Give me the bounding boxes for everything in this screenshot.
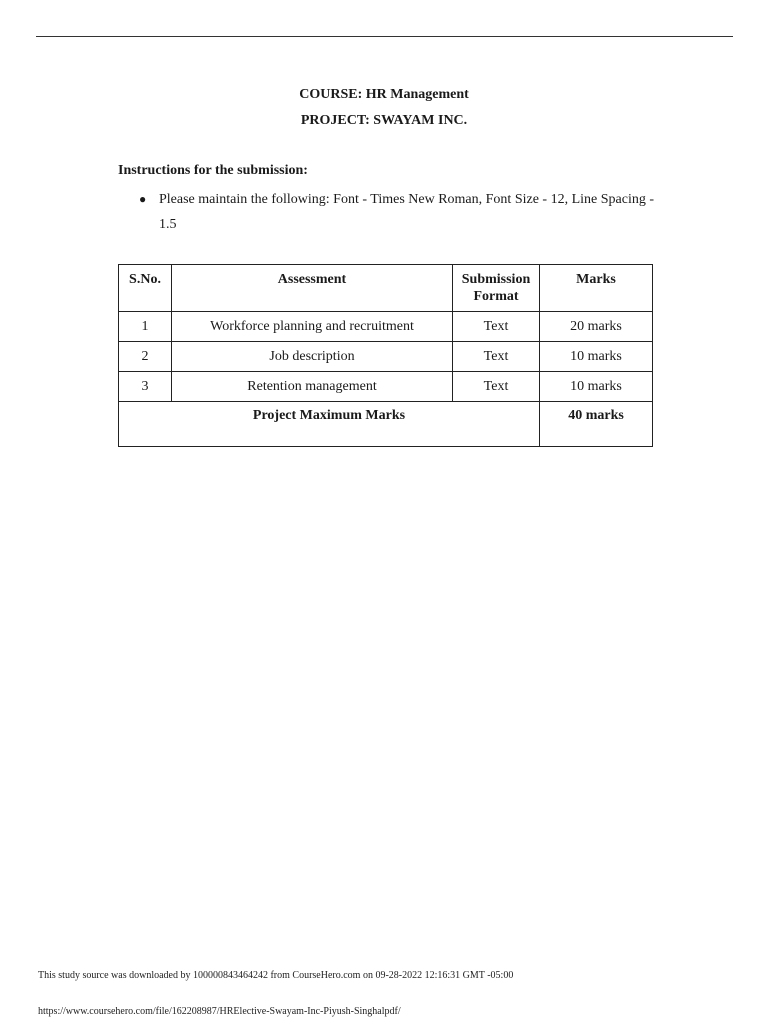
cell-marks: 10 marks (540, 372, 653, 402)
instruction-text: Please maintain the following: Font - Times New Roman, Font Size - 12, Line Spacing - 1.5 (159, 192, 655, 232)
instructions-heading: Instructions for the submission: (118, 163, 308, 178)
project-title: PROJECT: SWAYAM INC. (300, 113, 468, 128)
cell-format: Text (453, 312, 540, 342)
header-format-line1: Submission (461, 272, 531, 287)
cell-marks: 10 marks (540, 342, 653, 372)
cell-sno: 2 (119, 342, 172, 372)
instructions-list (118, 187, 658, 237)
bullet-icon: ● (139, 192, 147, 206)
instruction-item (118, 187, 658, 237)
total-marks: 40 marks (540, 402, 653, 447)
assessment-table (118, 264, 653, 447)
header-submission-format (453, 265, 540, 312)
cell-assessment: Job description (172, 342, 453, 372)
source-url[interactable]: https://www.coursehero.com/file/162208987/HRElective-Swayam-Inc-Piyush-Singhalpdf/ (38, 1006, 401, 1017)
header-marks: Marks (540, 265, 653, 312)
header-rule (36, 36, 733, 37)
download-note: This study source was downloaded by 100000843464242 from CourseHero.com on 09-28-2022 12:16:31 GMT -05:00 (38, 970, 514, 981)
course-title: COURSE: HR Management (299, 87, 469, 102)
table-row (119, 312, 653, 342)
table-row (119, 372, 653, 402)
cell-assessment: Retention management (172, 372, 453, 402)
total-label: Project Maximum Marks (119, 402, 540, 447)
table-row (119, 342, 653, 372)
header-format-line2: Format (473, 289, 519, 304)
total-row (119, 402, 653, 447)
cell-format: Text (453, 342, 540, 372)
header-assessment: Assessment (172, 265, 453, 312)
cell-assessment: Workforce planning and recruitment (172, 312, 453, 342)
cell-sno: 3 (119, 372, 172, 402)
cell-format: Text (453, 372, 540, 402)
header-sno: S.No. (119, 265, 172, 312)
cell-sno: 1 (119, 312, 172, 342)
cell-marks: 20 marks (540, 312, 653, 342)
table-header-row (119, 265, 653, 312)
